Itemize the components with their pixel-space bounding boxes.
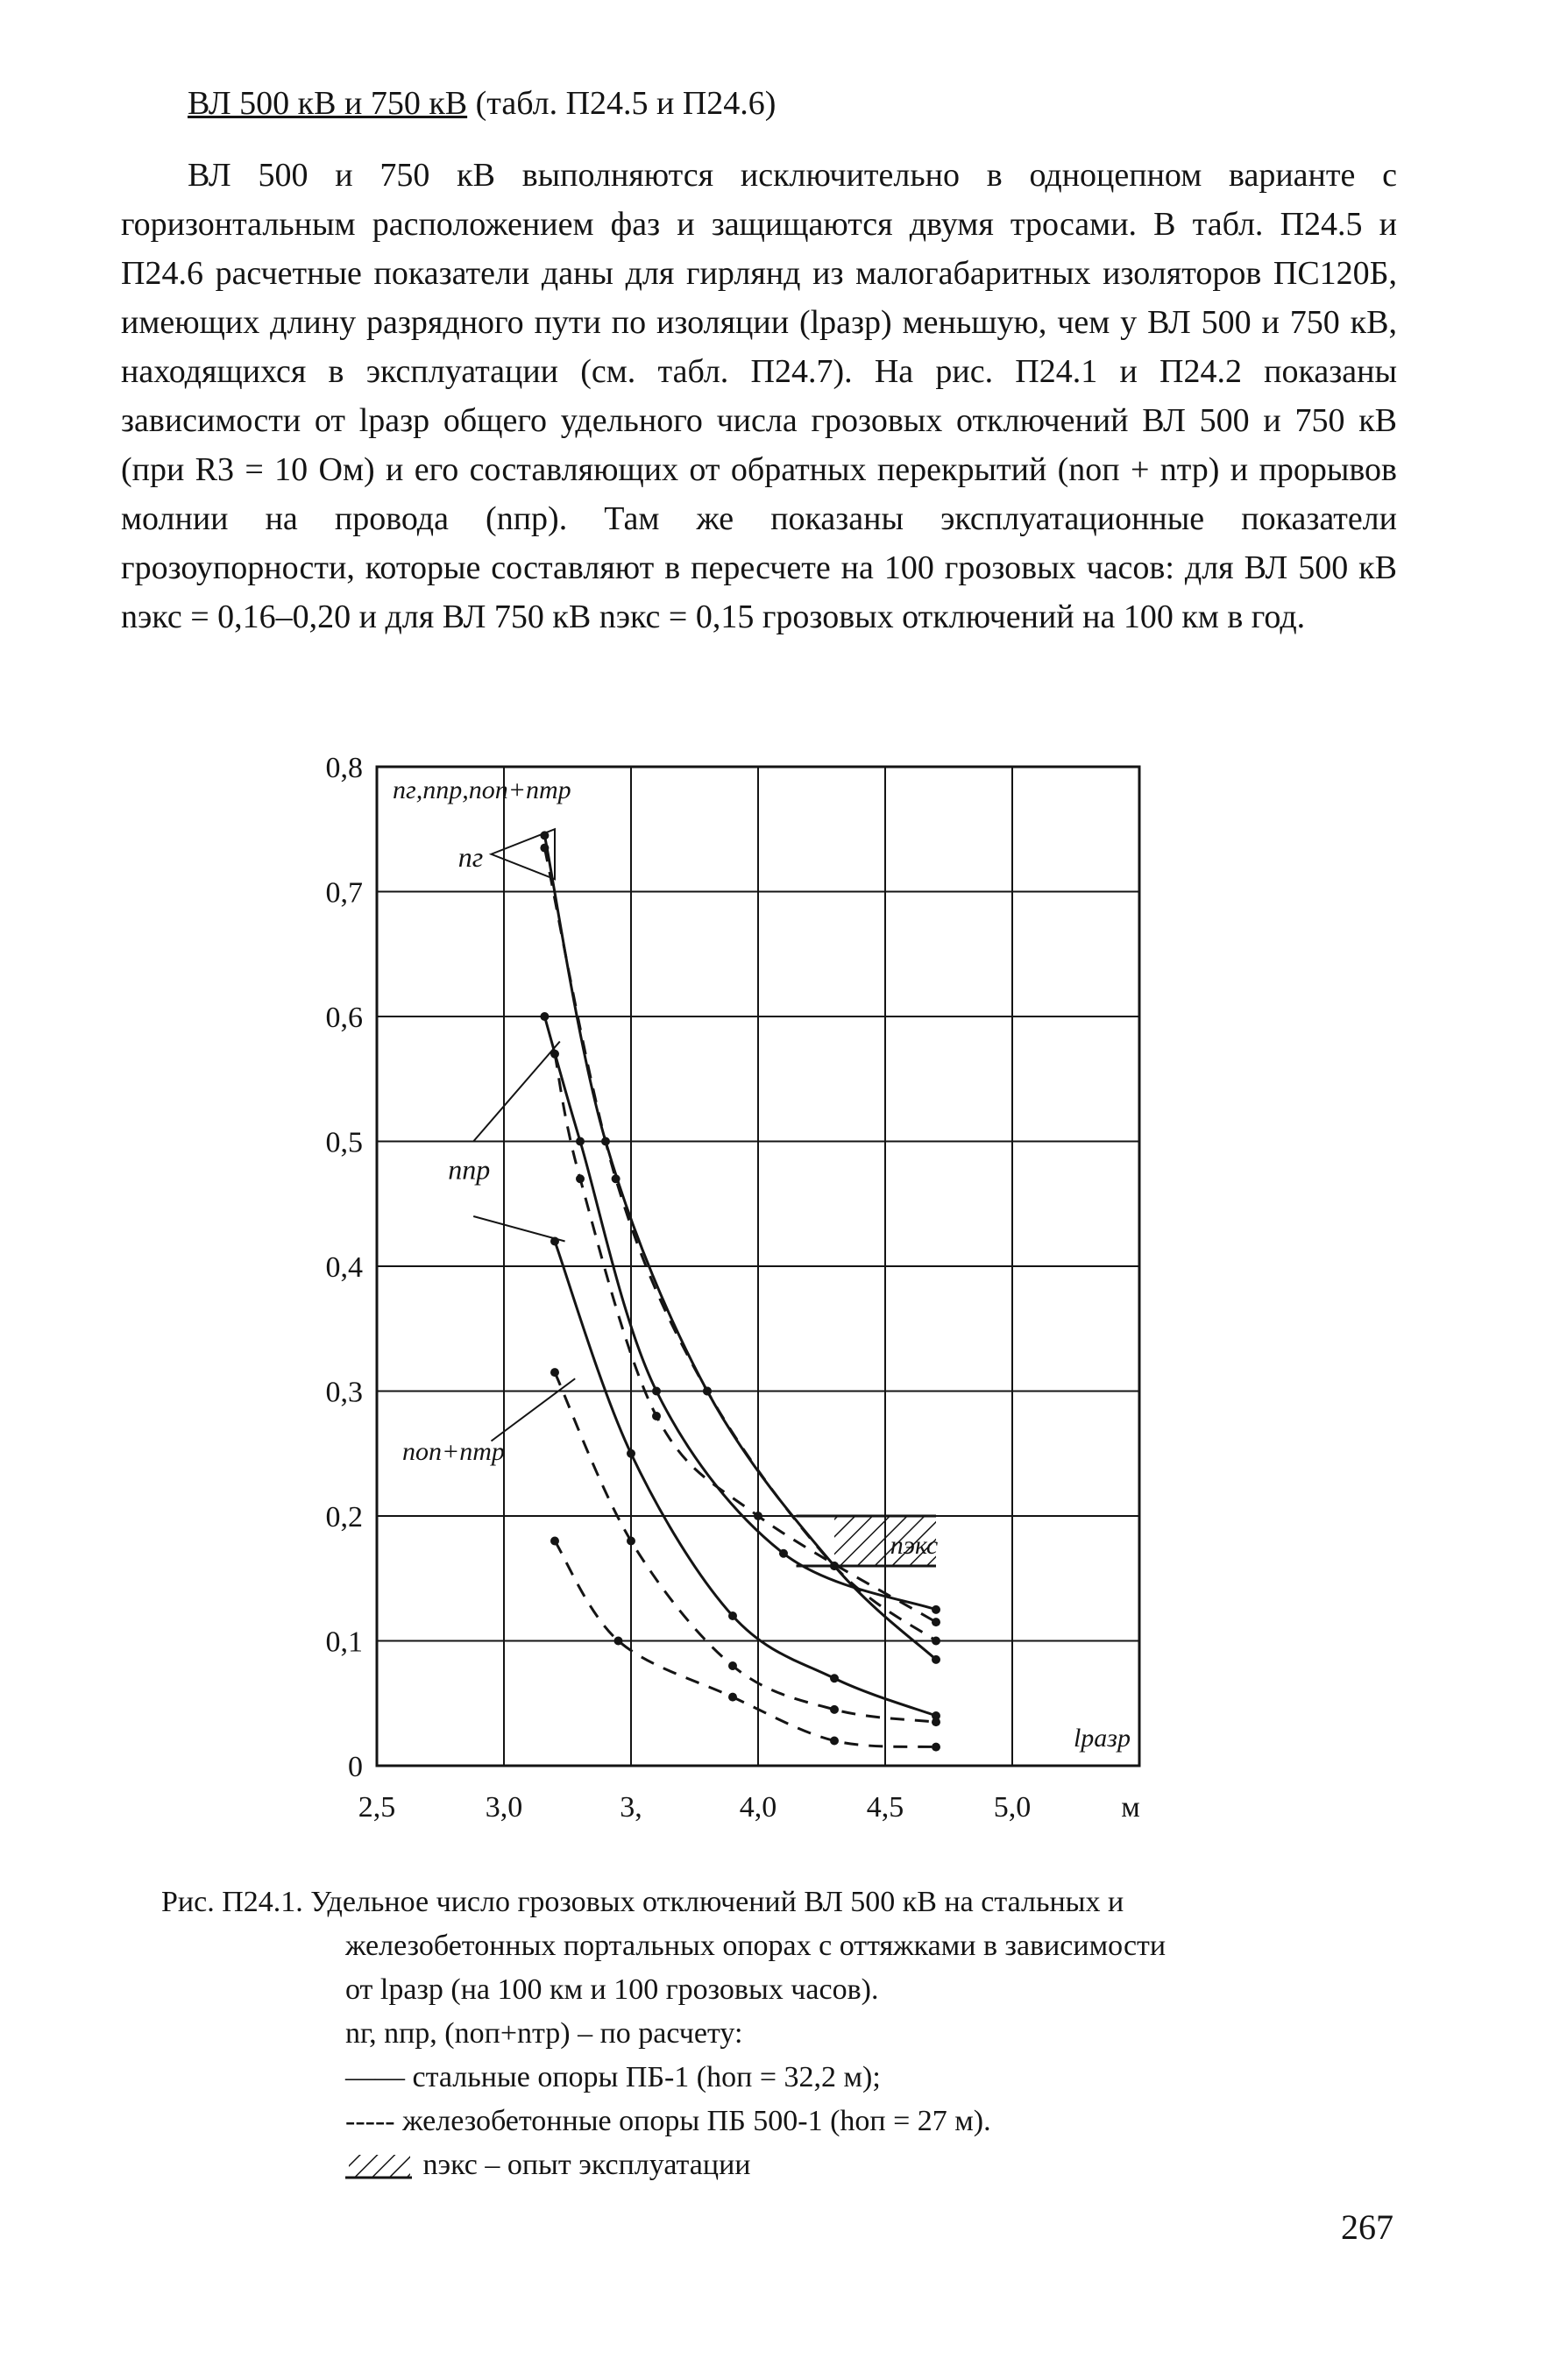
- body-paragraph-block: [121, 151, 1397, 641]
- series-point: [830, 1705, 839, 1714]
- figure-caption: [161, 1881, 1283, 2187]
- series-point: [540, 844, 549, 853]
- series-point: [728, 1661, 737, 1670]
- caption-line-3: от lразр (на 100 км и 100 грозовых часов).: [345, 1973, 879, 2006]
- label-n-g: nг: [457, 841, 484, 873]
- y-tick-label: 0: [348, 1751, 363, 1783]
- x-axis-label: lразр: [1073, 1724, 1131, 1753]
- chart-series: [540, 831, 940, 1751]
- x-tick-label: 4,5: [866, 1791, 904, 1824]
- y-tick-label: 0,5: [325, 1126, 363, 1159]
- label-n-op-tr: nоп+nтр: [402, 1436, 505, 1466]
- series-point: [754, 1512, 762, 1520]
- series-point: [779, 1549, 788, 1558]
- section-heading: [188, 84, 776, 123]
- series-point: [627, 1449, 635, 1458]
- label-n-eks: nэкс: [890, 1530, 939, 1560]
- caption-line-6: ----- железобетонные опоры ПБ 500-1 (hоп = 27 м).: [345, 2105, 991, 2137]
- series-point: [652, 1387, 661, 1396]
- series-point: [932, 1605, 940, 1614]
- y-tick-label: 0,4: [325, 1251, 363, 1284]
- caption-line-5: —— стальные опоры ПБ-1 (hоп = 32,2 м);: [345, 2061, 881, 2093]
- series-point: [550, 1368, 559, 1377]
- series-point: [932, 1618, 940, 1626]
- caption-line-7-text: nэкс – опыт эксплуатации: [422, 2149, 751, 2181]
- series-point: [550, 1537, 559, 1546]
- x-tick-label: 2,5: [358, 1791, 396, 1824]
- body-paragraph: ВЛ 500 и 750 кВ выполняются исключительно в одноцепном варианте с горизонтальным расположением фаз и защищаются двумя тросами. В табл. П24.5 и П24.6 расчетные показатели даны для гирлянд из малогабаритных изоляторов ПС120Б, имеющих длину разрядного пути по изоляции (lразр) меньшую, чем у ВЛ 500 и 750 кВ, находящихся в эксплуатации (см. табл. П24.7). На рис. П24.1 и П24.2 показаны зависимости от lразр общего удельного числа грозовых отключений ВЛ 500 и 750 кВ (при R3 = 10 Ом) и его составляющих от обратных перекрытий (nоп + nтр) и прорывов молнии на провода (nпр). Там же показаны эксплуатационные показатели грозоупорности, которые составляют в пересчете на 100 грозовых часов: для ВЛ 500 кВ nэкс = 0,16–0,20 и для ВЛ 750 кВ nэкс = 0,15 грозовых отключений на 100 км в год.: [121, 157, 1397, 635]
- series-point: [932, 1637, 940, 1646]
- y-tick-label: 0,8: [325, 754, 363, 784]
- caption-line-4: nг, nпр, (nоп+nтр) – по расчету:: [345, 2017, 743, 2050]
- section-tables-ref: (табл. П24.5 и П24.6): [475, 85, 776, 122]
- caption-line-2: железобетонных портальных опорах с оттяжками в зависимости: [345, 1930, 1167, 1962]
- y-tick-label: 0,2: [325, 1501, 363, 1534]
- x-unit-label: м: [1121, 1791, 1140, 1824]
- y-tick-label: 0,6: [325, 1002, 363, 1034]
- x-tick-label: 3,: [620, 1791, 642, 1824]
- y-tick-label: 0,1: [325, 1626, 363, 1659]
- y-tick-label: 0,3: [325, 1376, 363, 1409]
- series-point: [932, 1655, 940, 1664]
- series-point: [576, 1174, 585, 1183]
- label-n-pr-pointer-a: [473, 1042, 560, 1142]
- series-point: [830, 1737, 839, 1746]
- series-point: [830, 1674, 839, 1682]
- series-point: [652, 1412, 661, 1420]
- x-tick-label: 4,0: [739, 1791, 777, 1824]
- x-tick-label: 3,0: [485, 1791, 523, 1824]
- series-point: [728, 1693, 737, 1702]
- label-n-pr-pointer-b: [473, 1216, 564, 1242]
- label-n-pr: nпр: [448, 1153, 491, 1186]
- series-point: [627, 1537, 635, 1546]
- series-point: [932, 1718, 940, 1726]
- series-point: [728, 1611, 737, 1620]
- page-number: 267: [1341, 2207, 1393, 2247]
- series-point: [703, 1387, 712, 1396]
- series-point: [614, 1637, 623, 1646]
- caption-line-7: [161, 2143, 1283, 2187]
- caption-line-1: Рис. П24.1. Удельное число грозовых отключений ВЛ 500 кВ на стальных и: [161, 1886, 1124, 1918]
- series-point: [612, 1174, 620, 1183]
- x-tick-label: 5,0: [993, 1791, 1032, 1824]
- hatch-legend-icon: [345, 2151, 415, 2183]
- series-line-n_op_tr-solid: [555, 1242, 939, 1717]
- y-tick-label: 0,7: [325, 876, 363, 910]
- section-title: ВЛ 500 кВ и 750 кВ: [188, 85, 468, 122]
- series-point: [576, 1137, 585, 1146]
- lightning-outage-chart: [298, 754, 1245, 1858]
- chart-grid: [377, 767, 1139, 1766]
- chart-title: nг,nпр,nоп+nтр: [393, 776, 571, 804]
- series-point: [540, 1012, 549, 1021]
- series-point: [932, 1743, 940, 1752]
